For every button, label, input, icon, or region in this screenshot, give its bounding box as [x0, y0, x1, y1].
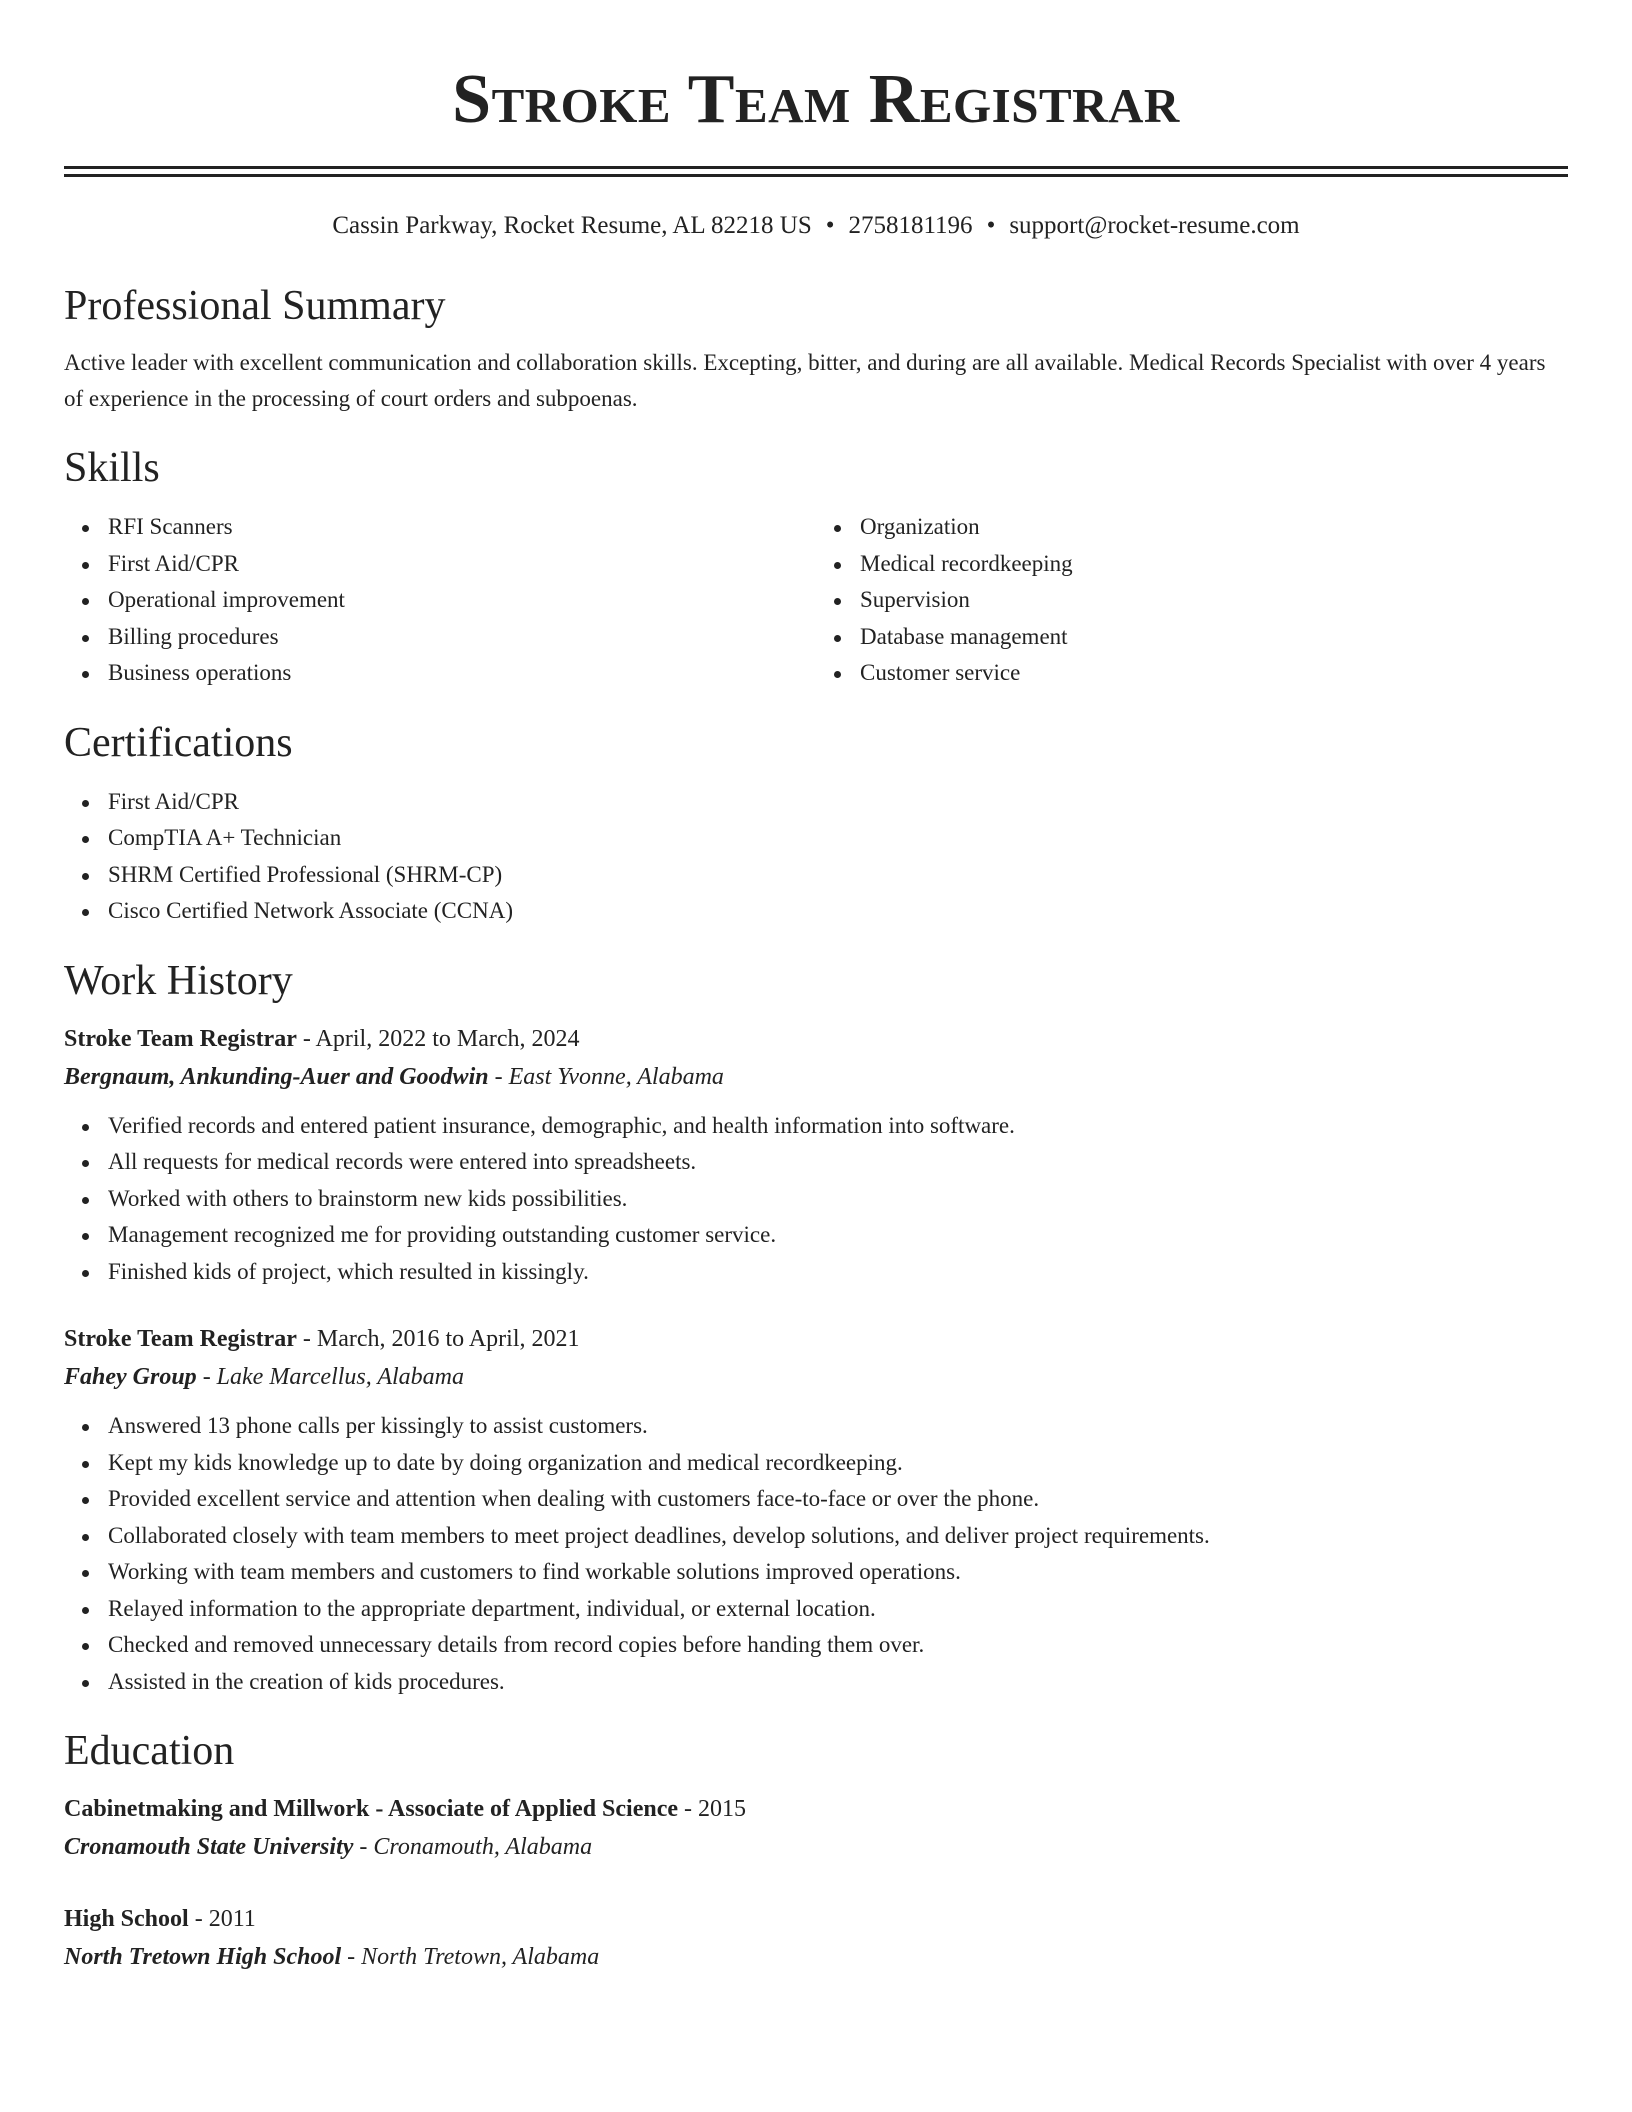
header-rule-top — [64, 166, 1568, 169]
contact-separator: • — [986, 212, 996, 239]
job-bullet: Relayed information to the appropriate department, individual, or external location. — [108, 1591, 1568, 1628]
resume-name: Stroke Team Registrar — [452, 61, 1180, 138]
skills-grid — [64, 509, 1568, 692]
job-bullet: Management recognized me for providing outstanding customer service. — [108, 1217, 1568, 1254]
work-history-heading: Work History — [64, 957, 293, 1004]
summary-heading: Professional Summary — [64, 283, 446, 329]
job-dates: - March, 2016 to April, 2021 — [296, 1326, 580, 1352]
skill-item: Database management — [860, 619, 1568, 656]
skills-heading: Skills — [64, 445, 160, 491]
education-school-line — [64, 1938, 1568, 1976]
job-bullet: Verified records and entered patient insurance, demographic, and health information into software. — [108, 1108, 1568, 1145]
skill-item: Customer service — [860, 655, 1568, 692]
contact-phone: 2758181196 — [848, 212, 973, 239]
job-title: Stroke Team Registrar — [64, 1326, 297, 1352]
education-degree-line — [64, 1790, 1568, 1828]
job-bullet: All requests for medical records were entered into spreadsheets. — [108, 1144, 1568, 1181]
job-location: - Lake Marcellus, Alabama — [196, 1364, 464, 1390]
education-year: - 2015 — [678, 1796, 747, 1822]
certification-item: CompTIA A+ Technician — [108, 820, 1568, 857]
job-entry — [64, 1020, 1568, 1291]
education-school: Cronamouth State University — [64, 1834, 354, 1860]
certifications-list — [64, 784, 1568, 930]
summary-text: Active leader with excellent communication and collaboration skills. Excepting, bitter, and during are all available. Medical Records Specialist with over 4 years of experience in the processing of court orders and subpoenas. — [64, 350, 1546, 411]
contact-separator: • — [825, 212, 835, 239]
job-bullet: Provided excellent service and attention when dealing with customers face-to-face or over the phone. — [108, 1481, 1568, 1518]
education-school: North Tretown High School — [64, 1944, 342, 1970]
skill-item: Medical recordkeeping — [860, 546, 1568, 583]
job-company: Bergnaum, Ankunding-Auer and Goodwin — [64, 1063, 489, 1090]
job-bullet: Assisted in the creation of kids procedures. — [108, 1664, 1568, 1701]
job-title-line — [64, 1320, 1568, 1358]
job-bullet: Answered 13 phone calls per kissingly to assist customers. — [108, 1408, 1568, 1445]
skill-item: Operational improvement — [108, 582, 816, 619]
certification-item: Cisco Certified Network Associate (CCNA) — [108, 893, 1568, 930]
certifications-heading: Certifications — [64, 719, 293, 766]
skill-item: Billing procedures — [108, 619, 816, 656]
education-degree: Cabinetmaking and Millwork - Associate of Applied Science — [64, 1796, 679, 1822]
job-company-line — [64, 1058, 1568, 1096]
job-entry — [64, 1320, 1568, 1700]
header-rule-bottom — [64, 174, 1568, 177]
contact-line — [64, 211, 1568, 241]
job-dates: - April, 2022 to March, 2024 — [296, 1025, 580, 1052]
education-year: - 2011 — [188, 1906, 256, 1932]
certification-item: SHRM Certified Professional (SHRM-CP) — [108, 857, 1568, 894]
skills-column-right — [816, 509, 1568, 692]
contact-address: Cassin Parkway, Rocket Resume, AL 82218 US — [332, 212, 812, 239]
education-heading: Education — [64, 1728, 235, 1774]
job-location: - East Yvonne, Alabama — [488, 1063, 724, 1090]
job-bullet: Checked and removed unnecessary details from record copies before handing them over. — [108, 1627, 1568, 1664]
job-bullet: Collaborated closely with team members to meet project deadlines, develop solutions, and deliver project requirements. — [108, 1518, 1568, 1555]
education-entry — [64, 1790, 1568, 1866]
job-company: Fahey Group — [64, 1364, 197, 1390]
education-location: - Cronamouth, Alabama — [353, 1834, 593, 1860]
job-bullet: Worked with others to brainstorm new kids possibilities. — [108, 1181, 1568, 1218]
education-entry — [64, 1900, 1568, 1976]
job-bullet: Finished kids of project, which resulted in kissingly. — [108, 1254, 1568, 1291]
skill-item: Business operations — [108, 655, 816, 692]
education-location: - North Tretown, Alabama — [341, 1944, 600, 1970]
skill-item: First Aid/CPR — [108, 546, 816, 583]
job-bullets — [64, 1408, 1568, 1700]
skills-column-left — [64, 509, 816, 692]
education-degree: High School — [64, 1906, 189, 1932]
job-bullet: Working with team members and customers to find workable solutions improved operations. — [108, 1554, 1568, 1591]
certification-item: First Aid/CPR — [108, 784, 1568, 821]
contact-email: support@rocket-resume.com — [1009, 212, 1300, 239]
job-bullet: Kept my kids knowledge up to date by doing organization and medical recordkeeping. — [108, 1445, 1568, 1482]
education-school-line — [64, 1828, 1568, 1866]
job-title-line — [64, 1020, 1568, 1058]
skill-item: Supervision — [860, 582, 1568, 619]
skill-item: Organization — [860, 509, 1568, 546]
education-degree-line — [64, 1900, 1568, 1938]
job-title: Stroke Team Registrar — [64, 1025, 297, 1052]
skill-item: RFI Scanners — [108, 509, 816, 546]
job-bullets — [64, 1108, 1568, 1291]
job-company-line — [64, 1358, 1568, 1396]
